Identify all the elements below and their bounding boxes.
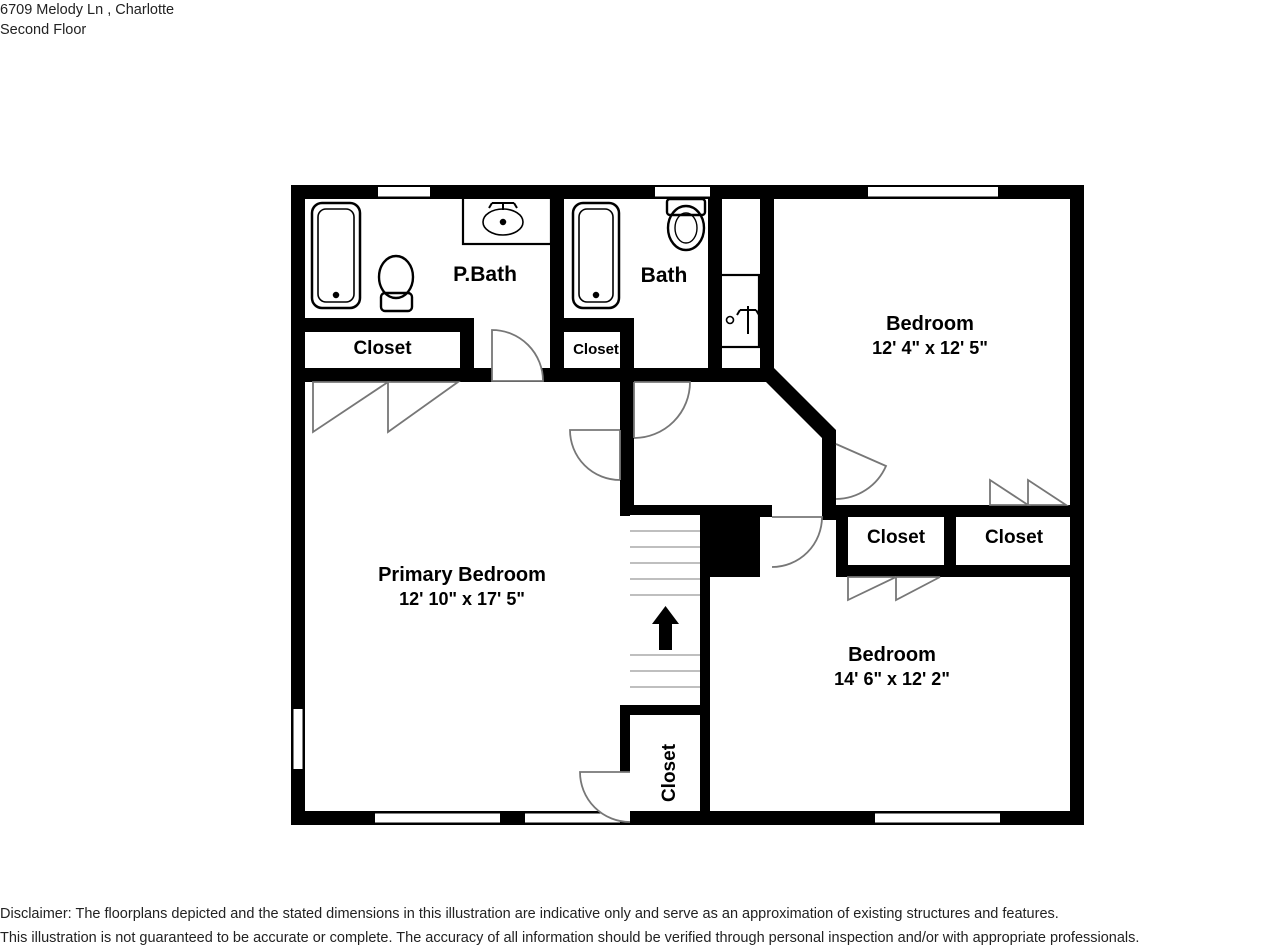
room-label-primary-bedroom: [282, 563, 642, 611]
room-name: P.Bath: [453, 263, 517, 286]
closet-name: Closet: [866, 527, 926, 548]
closet-label-stair: [659, 728, 681, 818]
disclaimer-line-1: Disclaimer: The floorplans depicted and the stated dimensions in this illustration are indicative only and serve as an approximation of existing structures and features.: [0, 906, 1059, 922]
closet-name: Closet: [353, 338, 412, 359]
closet-label-right-2: [956, 527, 1072, 549]
closet-label-primary: [290, 338, 475, 360]
room-label-primary-bath: [390, 263, 580, 287]
floor-label: Second Floor: [0, 22, 87, 38]
room-label-bedroom-bottom-right: [752, 643, 1032, 691]
disclaimer: [0, 902, 1139, 950]
closet-name: Closet: [984, 527, 1044, 548]
closet-label-hall-small: [556, 341, 636, 359]
toilet-icon: [667, 199, 705, 250]
room-dimensions: 14' 6" x 12' 2": [834, 669, 950, 689]
room-dimensions: 12' 4" x 12' 5": [872, 338, 988, 358]
closet-label-right-1: [848, 527, 944, 549]
closet-name: Closet: [573, 341, 619, 358]
room-label-bath: [604, 264, 724, 288]
room-name: Bedroom: [886, 313, 974, 335]
room-label-bedroom-top-right: [790, 312, 1070, 360]
room-name: Primary Bedroom: [378, 564, 546, 586]
room-name: Bedroom: [848, 644, 936, 666]
primary-bath-fixtures: [312, 196, 551, 311]
room-name: Bath: [640, 264, 688, 287]
disclaimer-line-2: This illustration is not guaranteed to be accurate or complete. The accuracy of all information should be verified through personal inspection and/or with appropriate professionals.: [0, 930, 1140, 946]
property-address: 6709 Melody Ln , Charlotte: [0, 2, 175, 18]
closet-name: Closet: [659, 743, 680, 803]
room-dimensions: 12' 10" x 17' 5": [399, 589, 525, 609]
